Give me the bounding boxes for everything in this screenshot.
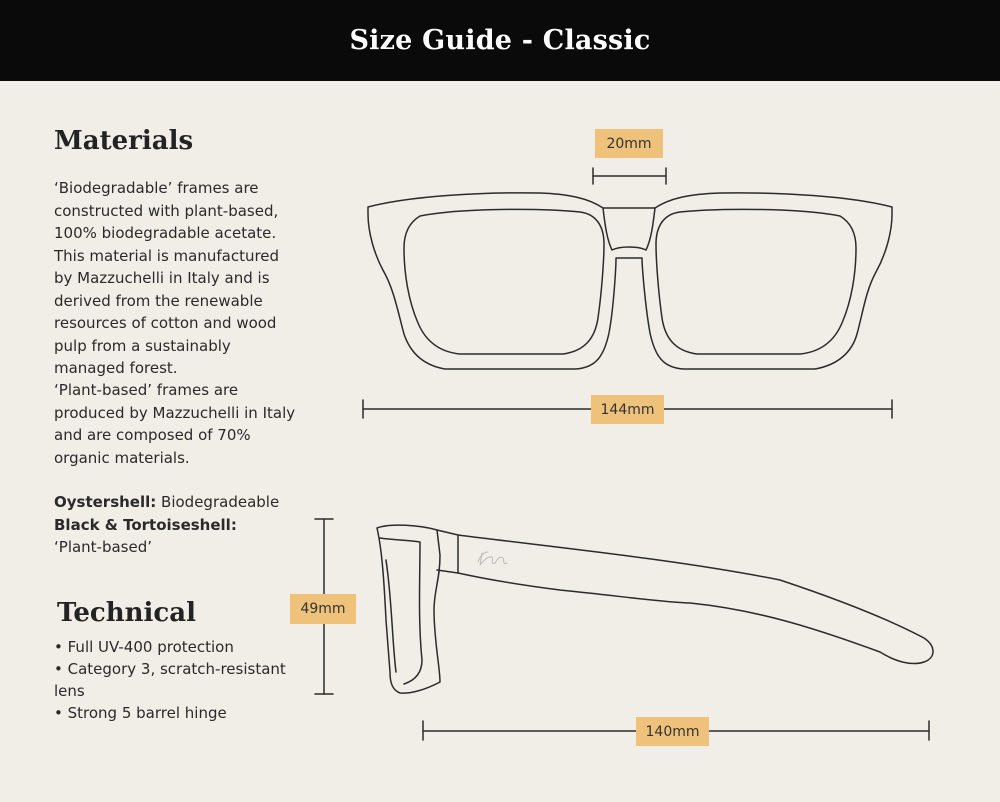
technical-item: • Strong 5 barrel hinge: [54, 702, 294, 724]
technical-heading: Technical: [57, 598, 196, 628]
front-frame-outline: [368, 193, 892, 369]
technical-item: • Category 3, scratch-resistant lens: [54, 658, 294, 702]
materials-heading: Materials: [54, 126, 194, 156]
lens-height-measurement-tag: 49mm: [290, 594, 356, 624]
oystershell-value: Biodegradeable: [161, 493, 280, 511]
nose-bridge: [603, 208, 655, 250]
bridge-dimension-line: [593, 168, 666, 184]
page-title: Size Guide - Classic: [349, 25, 651, 56]
materials-paragraph-1: ‘Biodegradable’ frames are constructed with plant-based, 100% biodegradable acetate. This material is manufactured by Mazzuchelli in Italy and is derived from the renewable resources of cotton and wood pulp from a sustainably managed forest.: [54, 179, 280, 377]
bridge-measurement-tag: 20mm: [595, 129, 663, 158]
technical-item: • Full UV-400 protection: [54, 636, 294, 658]
temple-length-measurement-tag: 140mm: [636, 717, 709, 746]
oystershell-label: Oystershell:: [54, 493, 157, 511]
brand-logo-icon: [478, 552, 507, 565]
frame-width-measurement-tag: 144mm: [591, 395, 664, 424]
side-lens-edge: [386, 560, 396, 672]
black-tortoiseshell-value: ‘Plant-based’: [54, 538, 153, 556]
side-frame-front: [377, 525, 440, 693]
right-lens-outline: [656, 209, 856, 354]
temple-arm: [458, 535, 933, 664]
left-lens-outline: [404, 209, 604, 354]
materials-paragraph-2: ‘Plant-based’ frames are produced by Mazzuchelli in Italy and are composed of 70% organic materials.: [54, 381, 296, 467]
black-tortoiseshell-label: Black & Tortoiseshell:: [54, 515, 237, 534]
